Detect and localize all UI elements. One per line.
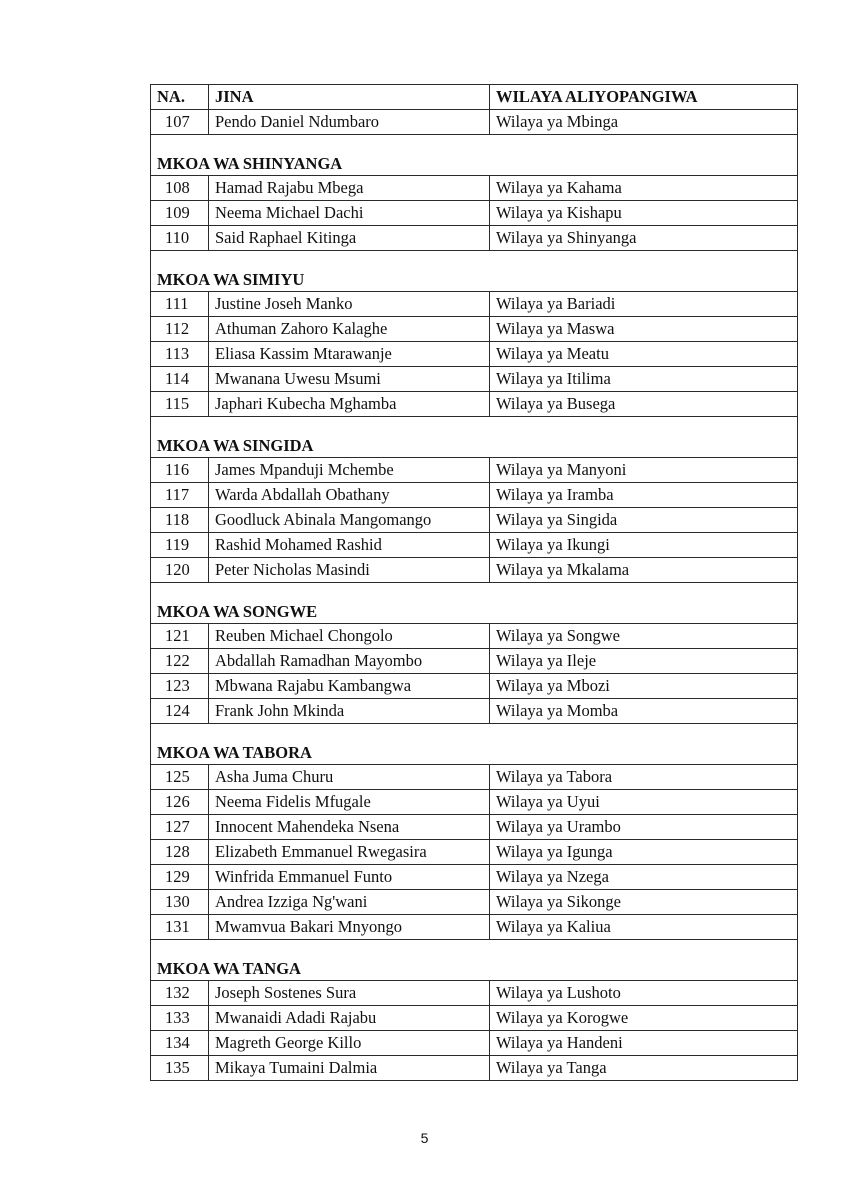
cell-number: 109 <box>151 201 209 226</box>
cell-district: Wilaya ya Ikungi <box>490 533 798 558</box>
cell-district: Wilaya ya Mbozi <box>490 674 798 699</box>
cell-name: Joseph Sostenes Sura <box>209 981 490 1006</box>
cell-number: 125 <box>151 765 209 790</box>
table-row <box>151 317 798 342</box>
cell-number: 119 <box>151 533 209 558</box>
table-row <box>151 1056 798 1081</box>
cell-number: 130 <box>151 890 209 915</box>
table-row <box>151 110 798 135</box>
cell-name: Asha Juma Churu <box>209 765 490 790</box>
table-row <box>151 292 798 317</box>
cell-number: 128 <box>151 840 209 865</box>
table-row <box>151 765 798 790</box>
table-body <box>151 110 798 1081</box>
cell-number: 123 <box>151 674 209 699</box>
table-row <box>151 483 798 508</box>
cell-district: Wilaya ya Busega <box>490 392 798 417</box>
cell-number: 135 <box>151 1056 209 1081</box>
cell-number: 122 <box>151 649 209 674</box>
cell-number: 127 <box>151 815 209 840</box>
cell-number: 117 <box>151 483 209 508</box>
cell-district: Wilaya ya Bariadi <box>490 292 798 317</box>
cell-number: 114 <box>151 367 209 392</box>
cell-name: James Mpanduji Mchembe <box>209 458 490 483</box>
cell-name: Mwamvua Bakari Mnyongo <box>209 915 490 940</box>
cell-name: Peter Nicholas Masindi <box>209 558 490 583</box>
cell-name: Pendo Daniel Ndumbaro <box>209 110 490 135</box>
appointments-table <box>150 84 798 1081</box>
table-header-row <box>151 85 798 110</box>
cell-number: 115 <box>151 392 209 417</box>
table-row <box>151 342 798 367</box>
cell-district: Wilaya ya Meatu <box>490 342 798 367</box>
cell-number: 129 <box>151 865 209 890</box>
cell-district: Wilaya ya Ileje <box>490 649 798 674</box>
table-row <box>151 790 798 815</box>
cell-name: Warda Abdallah Obathany <box>209 483 490 508</box>
cell-name: Said Raphael Kitinga <box>209 226 490 251</box>
cell-number: 111 <box>151 292 209 317</box>
table-row <box>151 674 798 699</box>
cell-name: Mwanaidi Adadi Rajabu <box>209 1006 490 1031</box>
cell-district: Wilaya ya Kaliua <box>490 915 798 940</box>
table-row <box>151 1006 798 1031</box>
cell-district: Wilaya ya Korogwe <box>490 1006 798 1031</box>
region-heading-row <box>151 583 798 624</box>
table-row <box>151 915 798 940</box>
cell-number: 108 <box>151 176 209 201</box>
table-row <box>151 392 798 417</box>
cell-number: 110 <box>151 226 209 251</box>
cell-district: Wilaya ya Igunga <box>490 840 798 865</box>
cell-name: Mwanana Uwesu Msumi <box>209 367 490 392</box>
table-row <box>151 981 798 1006</box>
table-row <box>151 890 798 915</box>
cell-name: Goodluck Abinala Mangomango <box>209 508 490 533</box>
cell-district: Wilaya ya Songwe <box>490 624 798 649</box>
cell-number: 120 <box>151 558 209 583</box>
region-heading-row <box>151 724 798 765</box>
cell-number: 134 <box>151 1031 209 1056</box>
region-heading: MKOA WA SIMIYU <box>151 251 798 292</box>
cell-name: Eliasa Kassim Mtarawanje <box>209 342 490 367</box>
cell-name: Mbwana Rajabu Kambangwa <box>209 674 490 699</box>
cell-name: Reuben Michael Chongolo <box>209 624 490 649</box>
cell-district: Wilaya ya Sikonge <box>490 890 798 915</box>
cell-name: Magreth George Killo <box>209 1031 490 1056</box>
table-row <box>151 649 798 674</box>
cell-name: Rashid Mohamed Rashid <box>209 533 490 558</box>
cell-name: Mikaya Tumaini Dalmia <box>209 1056 490 1081</box>
table-row <box>151 176 798 201</box>
header-no: NA. <box>151 85 209 110</box>
cell-number: 124 <box>151 699 209 724</box>
region-heading: MKOA WA SINGIDA <box>151 417 798 458</box>
cell-district: Wilaya ya Uyui <box>490 790 798 815</box>
cell-district: Wilaya ya Nzega <box>490 865 798 890</box>
table-row <box>151 226 798 251</box>
region-heading: MKOA WA TABORA <box>151 724 798 765</box>
page-number: 5 <box>420 1130 429 1146</box>
region-heading-row <box>151 940 798 981</box>
cell-name: Neema Fidelis Mfugale <box>209 790 490 815</box>
cell-district: Wilaya ya Tanga <box>490 1056 798 1081</box>
header-name: JINA <box>209 85 490 110</box>
region-heading-row <box>151 417 798 458</box>
region-heading-row <box>151 135 798 176</box>
header-district: WILAYA ALIYOPANGIWA <box>490 85 798 110</box>
cell-number: 112 <box>151 317 209 342</box>
table-row <box>151 1031 798 1056</box>
cell-district: Wilaya ya Handeni <box>490 1031 798 1056</box>
cell-district: Wilaya ya Tabora <box>490 765 798 790</box>
cell-name: Elizabeth Emmanuel Rwegasira <box>209 840 490 865</box>
cell-number: 133 <box>151 1006 209 1031</box>
cell-district: Wilaya ya Kishapu <box>490 201 798 226</box>
table-row <box>151 865 798 890</box>
cell-name: Japhari Kubecha Mghamba <box>209 392 490 417</box>
cell-name: Neema Michael Dachi <box>209 201 490 226</box>
cell-district: Wilaya ya Singida <box>490 508 798 533</box>
table-row <box>151 815 798 840</box>
cell-district: Wilaya ya Mbinga <box>490 110 798 135</box>
cell-name: Athuman Zahoro Kalaghe <box>209 317 490 342</box>
cell-district: Wilaya ya Lushoto <box>490 981 798 1006</box>
cell-name: Abdallah Ramadhan Mayombo <box>209 649 490 674</box>
cell-number: 121 <box>151 624 209 649</box>
region-heading: MKOA WA SONGWE <box>151 583 798 624</box>
table-row <box>151 624 798 649</box>
cell-name: Winfrida Emmanuel Funto <box>209 865 490 890</box>
table-row <box>151 458 798 483</box>
table-row <box>151 533 798 558</box>
cell-district: Wilaya ya Mkalama <box>490 558 798 583</box>
cell-name: Justine Joseh Manko <box>209 292 490 317</box>
table-row <box>151 201 798 226</box>
cell-district: Wilaya ya Kahama <box>490 176 798 201</box>
cell-number: 118 <box>151 508 209 533</box>
cell-number: 116 <box>151 458 209 483</box>
cell-number: 131 <box>151 915 209 940</box>
cell-number: 132 <box>151 981 209 1006</box>
table-row <box>151 558 798 583</box>
cell-district: Wilaya ya Momba <box>490 699 798 724</box>
region-heading-row <box>151 251 798 292</box>
cell-district: Wilaya ya Itilima <box>490 367 798 392</box>
appointments-table-container <box>150 84 797 1081</box>
region-heading: MKOA WA SHINYANGA <box>151 135 798 176</box>
cell-district: Wilaya ya Maswa <box>490 317 798 342</box>
cell-district: Wilaya ya Iramba <box>490 483 798 508</box>
cell-name: Andrea Izziga Ng'wani <box>209 890 490 915</box>
cell-district: Wilaya ya Manyoni <box>490 458 798 483</box>
cell-number: 126 <box>151 790 209 815</box>
cell-name: Frank John Mkinda <box>209 699 490 724</box>
cell-district: Wilaya ya Urambo <box>490 815 798 840</box>
table-row <box>151 367 798 392</box>
table-row <box>151 840 798 865</box>
cell-district: Wilaya ya Shinyanga <box>490 226 798 251</box>
table-row <box>151 699 798 724</box>
cell-number: 113 <box>151 342 209 367</box>
table-row <box>151 508 798 533</box>
region-heading: MKOA WA TANGA <box>151 940 798 981</box>
cell-name: Innocent Mahendeka Nsena <box>209 815 490 840</box>
cell-name: Hamad Rajabu Mbega <box>209 176 490 201</box>
cell-number: 107 <box>151 110 209 135</box>
